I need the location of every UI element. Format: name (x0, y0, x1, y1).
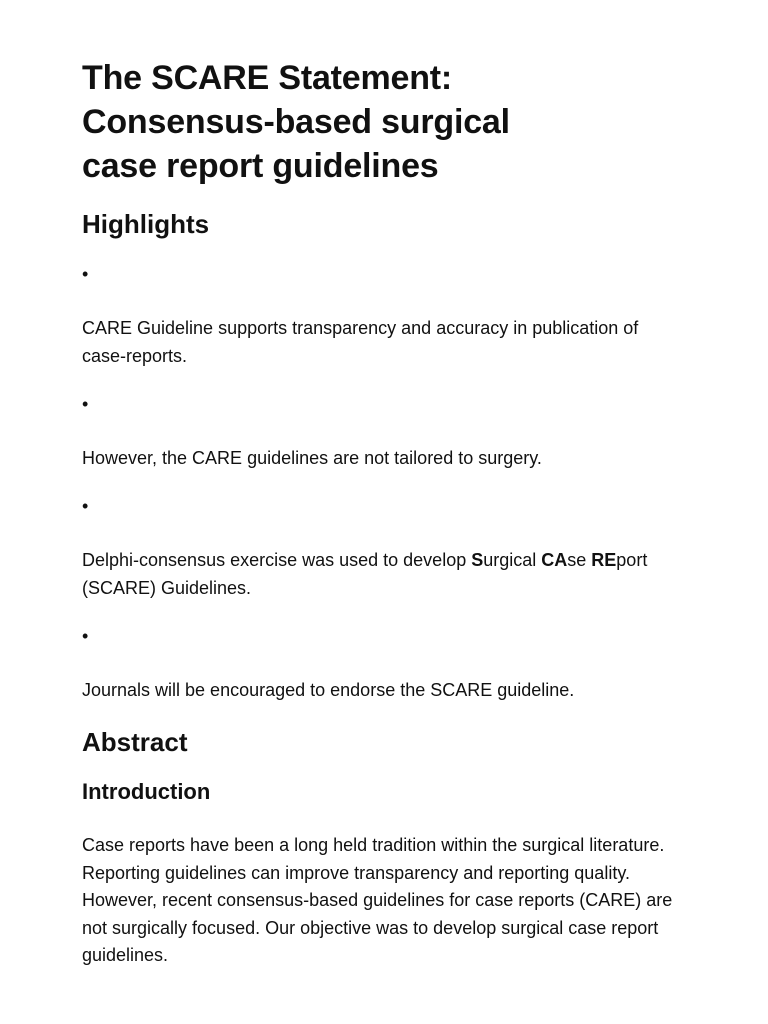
highlight-3-text-c: se (567, 550, 592, 570)
highlight-item-1: CARE Guideline supports transparency and accuracy in publication of case-reports. (82, 318, 639, 366)
title-line-2: Consensus-based surgical (82, 103, 510, 141)
highlights-heading: Highlights (82, 209, 210, 239)
bullet-marker: • (82, 626, 89, 646)
highlight-3-bold-re: RE (591, 550, 617, 570)
highlight-3-text-d: port (SCARE) Guidelines. (82, 550, 648, 598)
introduction-paragraph: Case reports have been a long held tradition within the surgical literature. Reporting guidelines can improve transparency and reporting quality. However, recent consensus-based guidelines for case reports (CARE) are not surgically focused. Our objective was to develop surgical case report guidelines. (82, 835, 673, 965)
highlight-item-3 (82, 546, 686, 602)
bullet-marker: • (82, 394, 89, 414)
bullet-marker: • (82, 264, 89, 284)
abstract-heading: Abstract (82, 727, 188, 757)
bullet-marker: • (82, 496, 89, 516)
highlights-list (82, 264, 686, 704)
introduction-heading: Introduction (82, 779, 211, 804)
highlight-3-bold-s: S (471, 550, 484, 570)
highlight-3-bold-ca: CA (541, 550, 568, 570)
article-title (82, 56, 686, 188)
highlight-3-text-a: Delphi-consensus exercise was used to develop (82, 550, 472, 570)
title-line-3: case report guidelines (82, 147, 439, 185)
title-line-1: The SCARE Statement: (82, 59, 453, 97)
highlight-item-4: Journals will be encouraged to endorse the SCARE guideline. (82, 680, 575, 700)
highlight-item-2: However, the CARE guidelines are not tailored to surgery. (82, 448, 542, 468)
highlight-3-text-b: urgical (483, 550, 542, 570)
